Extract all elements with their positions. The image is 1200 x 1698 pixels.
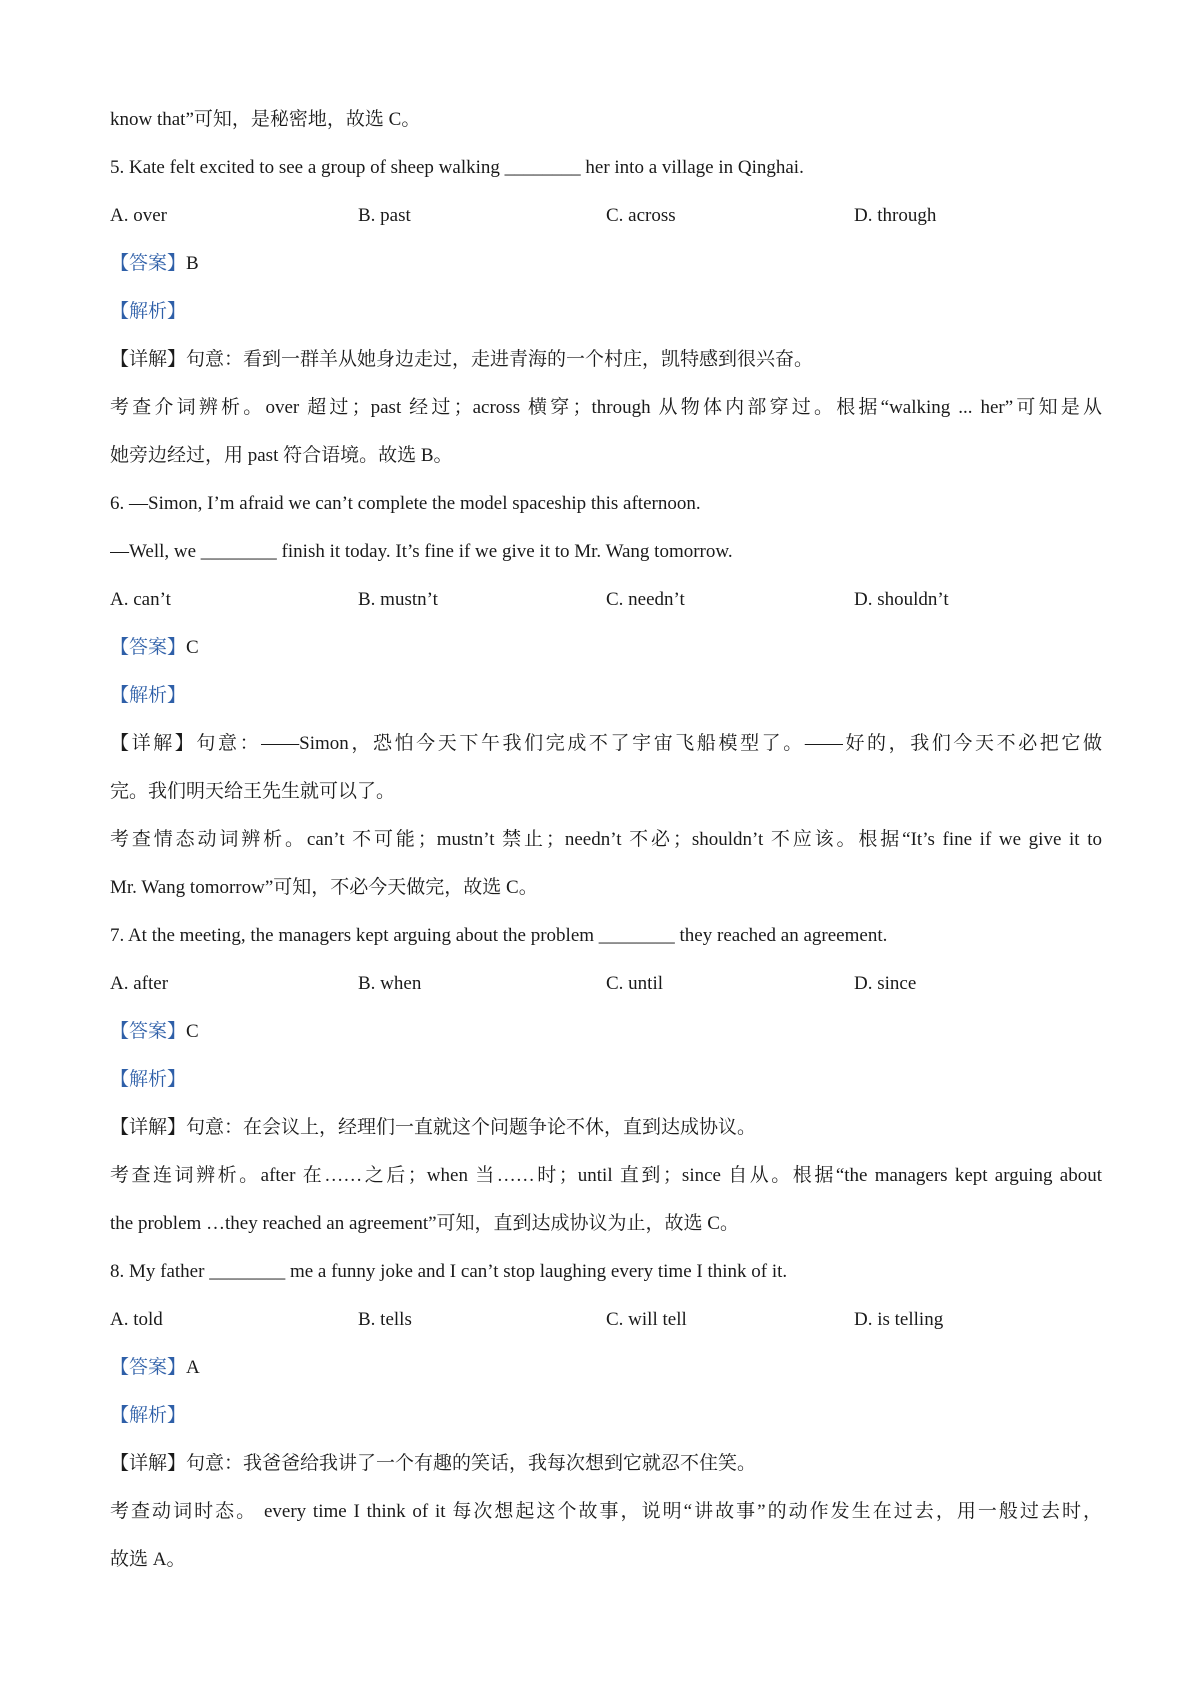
option-a: A. after [110, 973, 169, 994]
option-d: D. since [854, 973, 917, 994]
question-5-stem: 5. Kate felt excited to see a group of sheep walking ________ her into a village in Qinghai. [110, 157, 804, 178]
question-6-stem: —Well, we ________ finish it today. It’s fine if we give it to Mr. Wang tomorrow. [110, 541, 733, 562]
question-6-analysis-heading [110, 672, 1102, 720]
answer-value: B [186, 253, 199, 274]
question-5-analysis-heading [110, 288, 1102, 336]
question-5-detail: 考查介词辨析。over 超过；past 经过；across 横穿；through 从物体内部穿过。根据“walking ... her”可知是从 [110, 397, 1102, 418]
question-8-detail: 故选 A。 [110, 1549, 186, 1570]
analysis-tag: 【解析】 [110, 1405, 187, 1426]
option-c: C. will tell [606, 1309, 687, 1330]
option-b: B. when [358, 973, 422, 994]
text-line: know that”可知，是秘密地，故选 C。 [110, 109, 421, 130]
option-d: D. through [854, 205, 937, 226]
option-a: A. over [110, 205, 167, 226]
answer-value: A [186, 1357, 200, 1378]
question-7-detail: 【详解】句意：在会议上，经理们一直就这个问题争论不休，直到达成协议。 [110, 1117, 757, 1138]
answer-tag: 【答案】 [110, 253, 187, 274]
document-page [110, 96, 1102, 1584]
question-8-analysis-heading [110, 1392, 1102, 1440]
option-a: A. can’t [110, 589, 171, 610]
question-6-detail: 考查情态动词辨析。can’t 不可能；mustn’t 禁止；needn’t 不必；shouldn’t 不应该。根据“It’s fine if we give it to [110, 829, 1102, 850]
question-5-options [110, 192, 1102, 240]
option-d: D. is telling [854, 1309, 944, 1330]
question-5-answer [110, 240, 1102, 288]
question-7-options [110, 960, 1102, 1008]
analysis-tag: 【解析】 [110, 1069, 187, 1090]
question-6-stem: 6. —Simon, I’m afraid we can’t complete the model spaceship this afternoon. [110, 493, 701, 514]
question-6-answer [110, 624, 1102, 672]
question-6-detail: 【详解】句意：——Simon，恐怕今天下午我们完成不了宇宙飞船模型了。——好的，我们今天不必把它做 [110, 733, 1102, 754]
question-7-answer [110, 1008, 1102, 1056]
question-7-stem: 7. At the meeting, the managers kept arguing about the problem ________ they reached an agreement. [110, 925, 888, 946]
question-7-detail: 考查连词辨析。after 在……之后；when 当……时；until 直到；since 自从。根据“the managers kept arguing about [110, 1165, 1102, 1186]
analysis-tag: 【解析】 [110, 301, 187, 322]
option-c: C. needn’t [606, 589, 685, 610]
answer-value: C [186, 1021, 199, 1042]
question-8-detail: 考查动词时态。 every time I think of it 每次想起这个故事，说明“讲故事”的动作发生在过去，用一般过去时， [110, 1501, 1102, 1522]
question-7-detail: the problem …they reached an agreement”可知，直到达成协议为止，故选 C。 [110, 1213, 739, 1234]
question-6-detail: Mr. Wang tomorrow”可知，不必今天做完，故选 C。 [110, 877, 538, 898]
option-b: B. mustn’t [358, 589, 438, 610]
question-8-detail: 【详解】句意：我爸爸给我讲了一个有趣的笑话，我每次想到它就忍不住笑。 [110, 1453, 757, 1474]
question-6-detail: 完。我们明天给王先生就可以了。 [110, 781, 396, 802]
question-5-detail: 【详解】句意：看到一群羊从她身边走过，走进青海的一个村庄，凯特感到很兴奋。 [110, 349, 814, 370]
answer-value: C [186, 637, 199, 658]
question-5-detail: 她旁边经过，用 past 符合语境。故选 B。 [110, 445, 453, 466]
question-8-answer [110, 1344, 1102, 1392]
option-a: A. told [110, 1309, 163, 1330]
question-8-options [110, 1296, 1102, 1344]
analysis-tag: 【解析】 [110, 685, 187, 706]
question-6-options [110, 576, 1102, 624]
option-b: B. past [358, 205, 411, 226]
answer-tag: 【答案】 [110, 1357, 187, 1378]
option-b: B. tells [358, 1309, 412, 1330]
option-d: D. shouldn’t [854, 589, 949, 610]
answer-tag: 【答案】 [110, 1021, 187, 1042]
option-c: C. until [606, 973, 664, 994]
answer-tag: 【答案】 [110, 637, 187, 658]
question-8-stem: 8. My father ________ me a funny joke and I can’t stop laughing every time I think of it. [110, 1261, 788, 1282]
question-7-analysis-heading [110, 1056, 1102, 1104]
option-c: C. across [606, 205, 676, 226]
